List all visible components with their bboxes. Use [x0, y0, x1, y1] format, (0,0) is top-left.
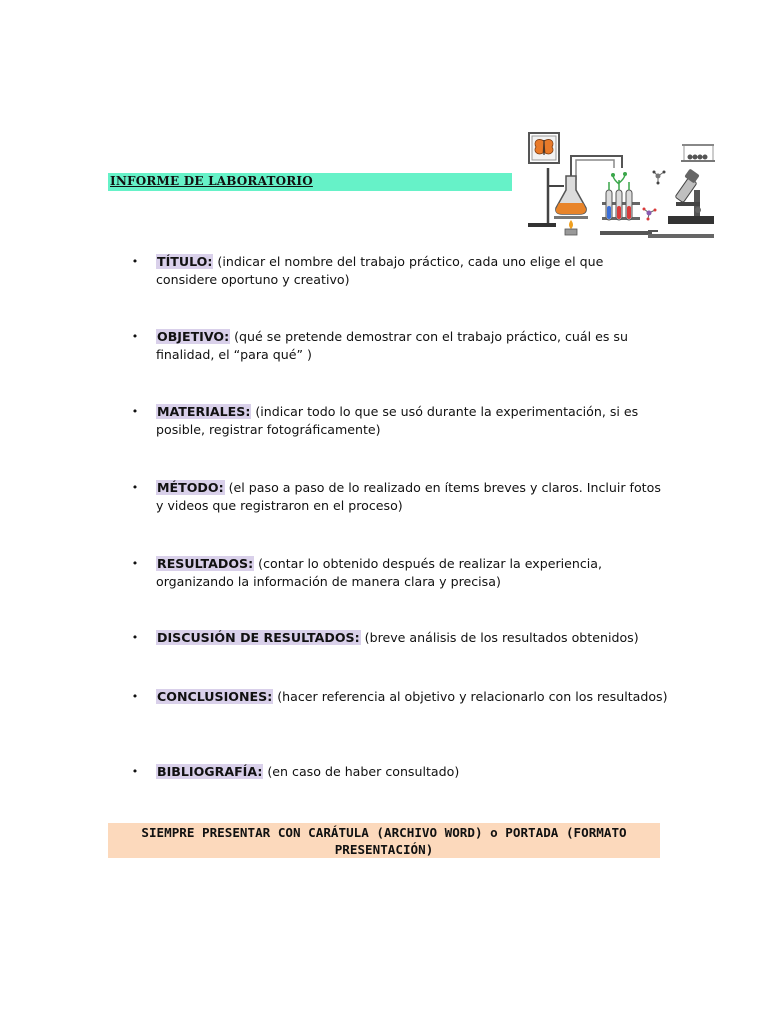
bullet: • — [131, 765, 139, 778]
section-description: (qué se pretende demostrar con el trabajo práctico, cuál es su finalidad, el “para qué” ) — [156, 329, 628, 362]
section-item-body — [156, 629, 668, 647]
section-label: MÉTODO: — [157, 480, 224, 495]
section-item-body — [156, 688, 668, 706]
presentation-note: SIEMPRE PRESENTAR CON CARÁTULA (ARCHIVO WORD) o PORTADA (FORMATO PRESENTACIÓN) — [141, 824, 627, 857]
bullet: • — [131, 481, 139, 494]
section-item-body — [156, 479, 668, 514]
section-description: (en caso de haber consultado) — [263, 764, 460, 779]
section-label: TÍTULO: — [157, 254, 213, 269]
molecule-icon — [643, 171, 666, 221]
section-description: (indicar el nombre del trabajo práctico, cada uno elige el que considere oportuno y creativo) — [156, 254, 604, 287]
section-label: MATERIALES: — [157, 404, 251, 419]
section-label: RESULTADOS: — [157, 556, 254, 571]
section-item-metodo — [128, 479, 668, 514]
section-item-materiales — [128, 403, 668, 438]
bullet: • — [131, 690, 139, 703]
section-label: BIBLIOGRAFÍA: — [157, 764, 263, 779]
section-description: (hacer referencia al objetivo y relacionarlo con los resultados) — [273, 689, 668, 704]
section-item-body — [156, 253, 668, 288]
document-title: INFORME DE LABORATORIO — [110, 174, 313, 188]
section-item-body — [156, 328, 668, 363]
section-label: OBJETIVO: — [157, 329, 230, 344]
section-item-conclusiones — [128, 688, 668, 706]
section-item-body — [156, 403, 668, 438]
bullet: • — [131, 631, 139, 644]
lab-illustration — [518, 128, 722, 244]
section-description: (indicar todo lo que se usó durante la experimentación, si es posible, registrar fotográficamente) — [156, 404, 639, 437]
bullet: • — [131, 557, 139, 570]
bullet: • — [131, 330, 139, 343]
section-item-body — [156, 555, 668, 590]
section-description: (el paso a paso de lo realizado en ítems breves y claros. Incluir fotos y videos que registraron en el proceso) — [156, 480, 661, 513]
section-item-objetivo — [128, 328, 668, 363]
section-item-resultados — [128, 555, 668, 590]
flask-burner-icon — [528, 168, 588, 235]
butterfly-box-icon — [529, 133, 559, 163]
bullet: • — [131, 255, 139, 268]
section-item-bibliografia — [128, 763, 668, 781]
section-description: (contar lo obtenido después de realizar la experiencia, organizando la información de manera clara y precisa) — [156, 556, 603, 589]
section-label: CONCLUSIONES: — [157, 689, 273, 704]
test-tubes-icon — [600, 172, 658, 235]
document-title-bar — [108, 173, 512, 191]
section-description: (breve análisis de los resultados obtenidos) — [360, 630, 639, 645]
section-item-titulo — [128, 253, 668, 288]
presentation-note-box — [108, 823, 660, 858]
section-item-body — [156, 763, 668, 781]
section-label: DISCUSIÓN DE RESULTADOS: — [157, 630, 360, 645]
section-item-discusion-de-resultados — [128, 629, 668, 647]
bullet: • — [131, 405, 139, 418]
newtons-cradle-icon — [681, 144, 715, 162]
